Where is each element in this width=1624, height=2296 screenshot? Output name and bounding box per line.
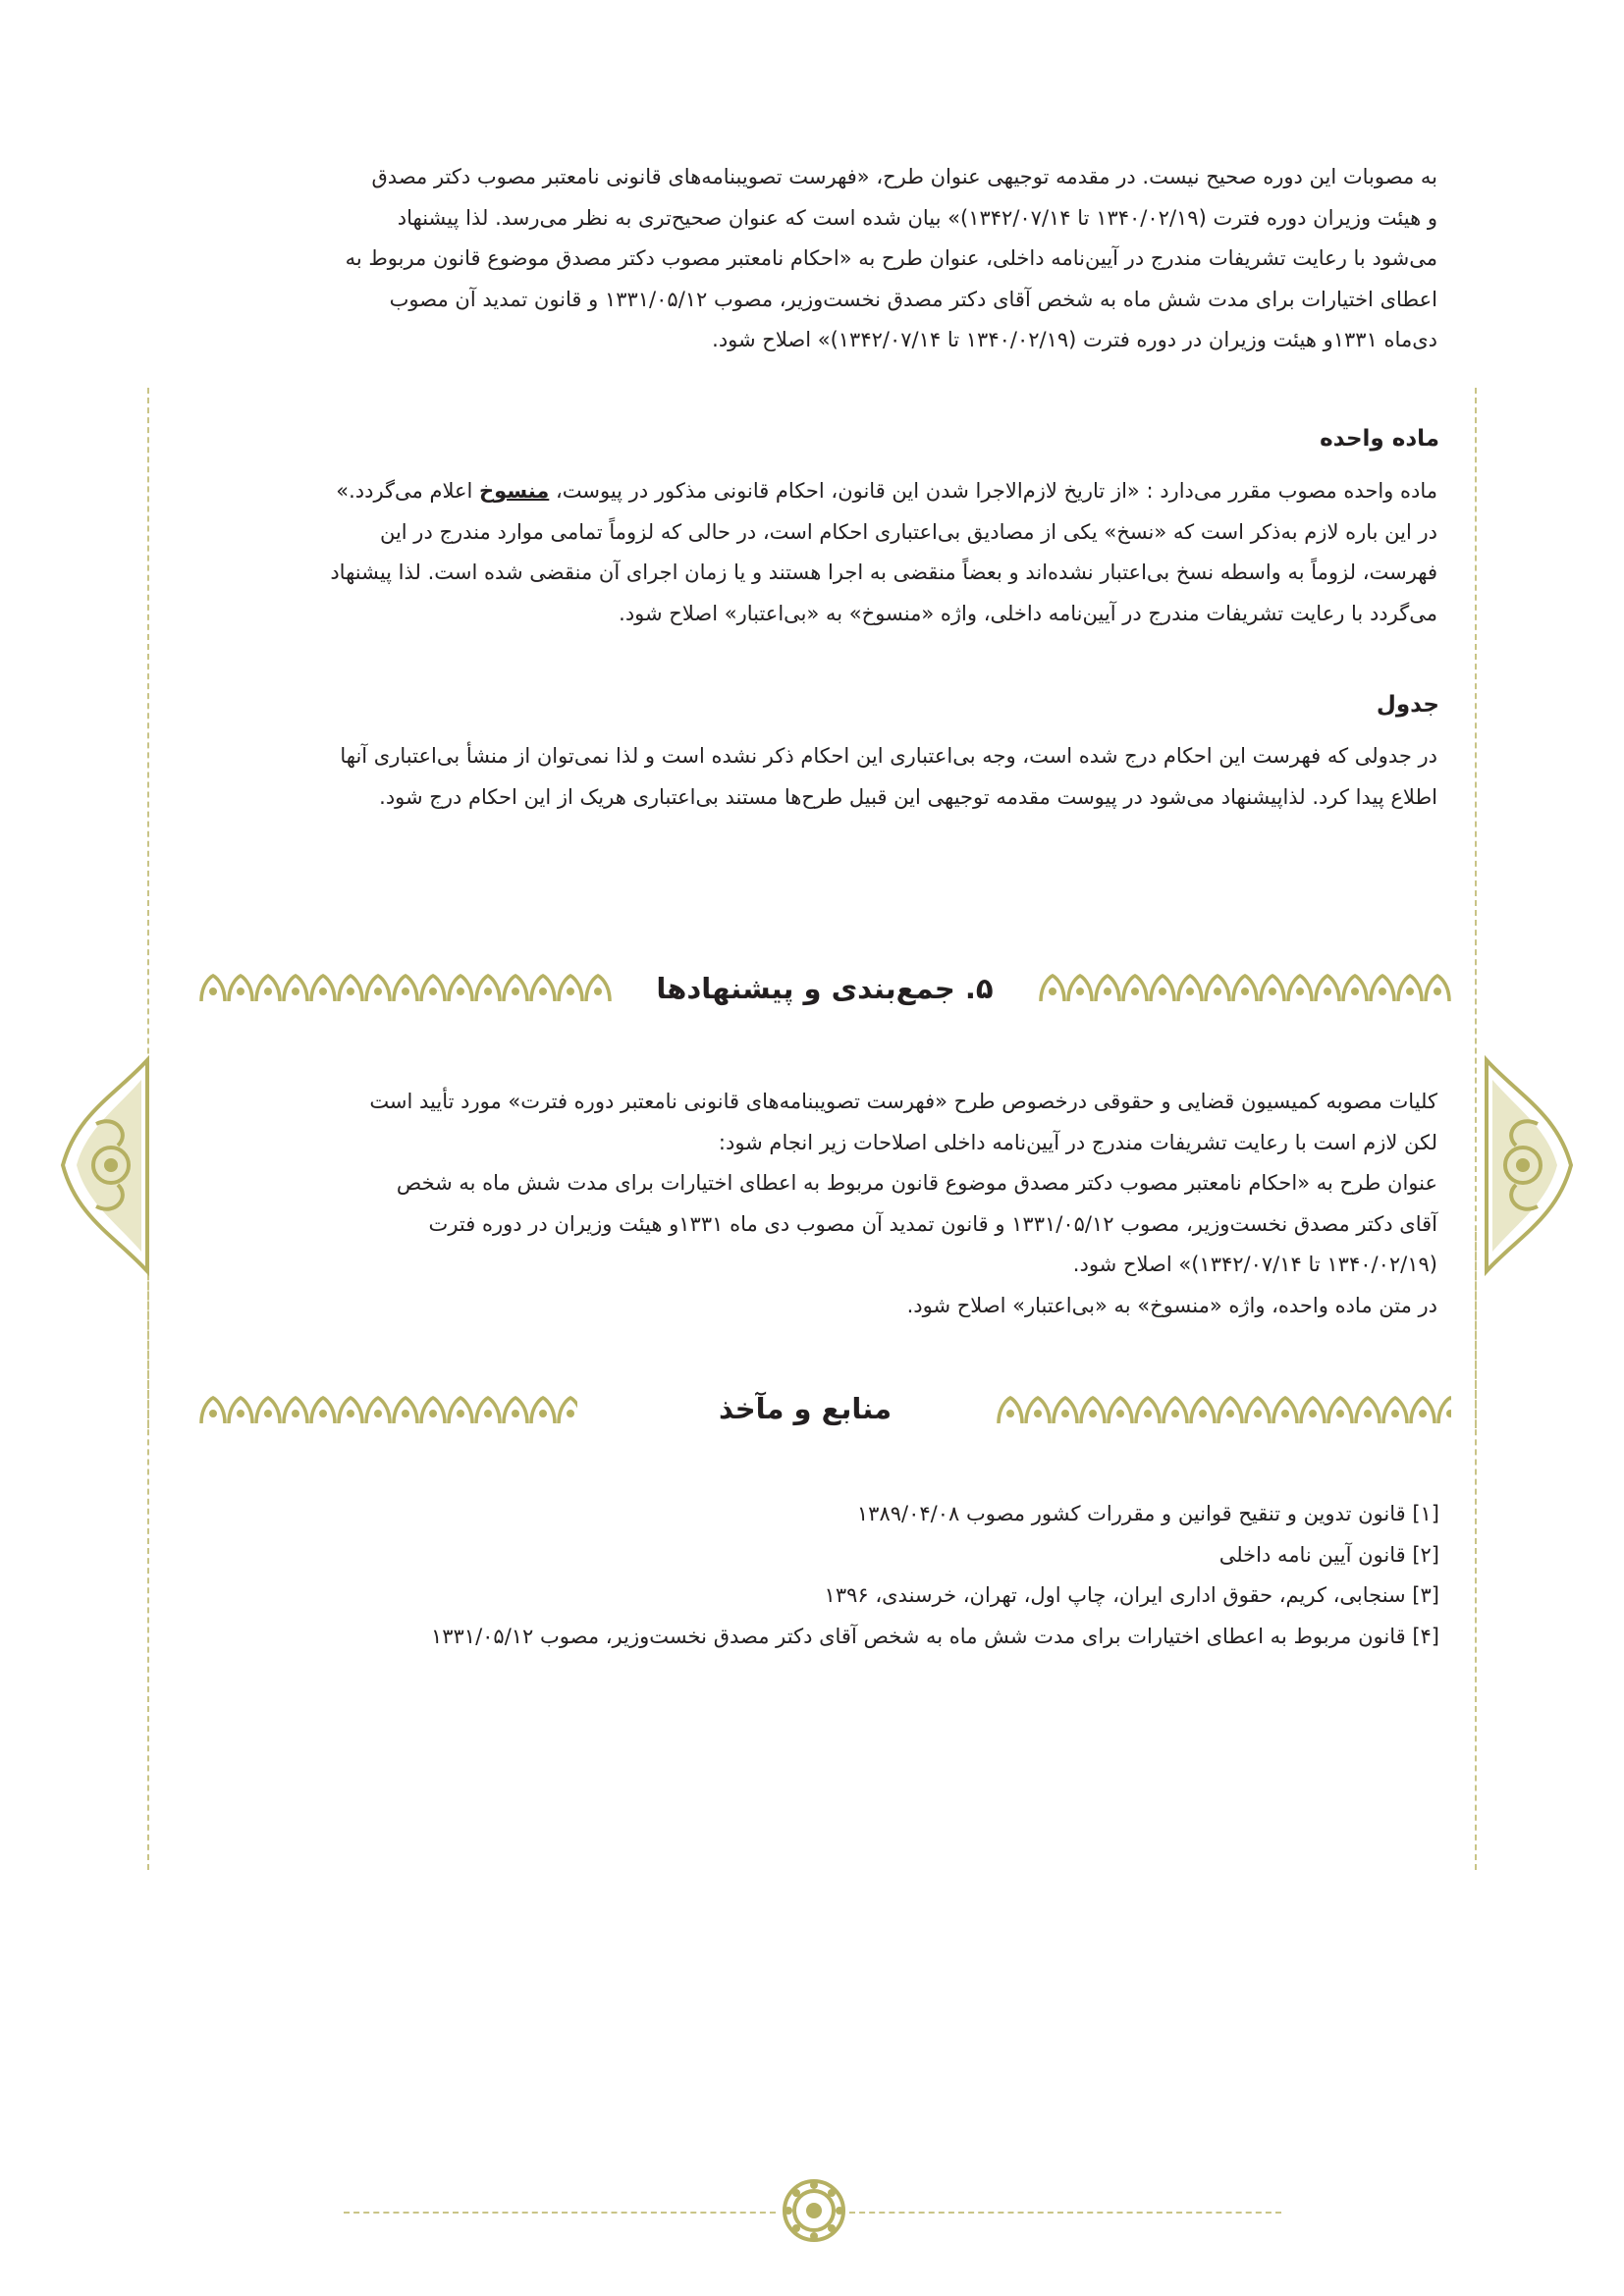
sources-ornament-band-left — [199, 1394, 577, 1427]
sources-ornament-band-right — [997, 1394, 1451, 1427]
table-line-1: در جدولی که فهرست این احکام درج شده است، وجه بی‌اعتباری این احکام ذکر نشده است و لذا نمی‌توان از منشأ بی‌اعتباری آنها — [340, 744, 1437, 768]
section5-line-6: در متن ماده واحده، واژه «منسوخ» به «بی‌اعتبار» اصلاح شود. — [906, 1293, 1437, 1317]
section5-line-3: عنوان طرح به «احکام نامعتبر مصوب دکتر مصدق موضوع قانون مربوط به اعطای اختیارات برای مدت شش ماه به شخص — [396, 1171, 1437, 1195]
intro-line-4: اعطای اختیارات برای مدت شش ماه به شخص آقای دکتر مصدق نخست‌وزیر، مصوب ۱۳۳۱/۰۵/۱۲ و قانون تمدید آن مصوب — [389, 287, 1437, 311]
frame-right-line-lower — [1475, 1232, 1477, 1870]
source-item-1: [۱] قانون تدوین و تنقیح قوانین و مقررات کشور مصوب ۱۳۸۹/۰۴/۰۸ — [856, 1502, 1439, 1525]
article-line-4: می‌گردد با رعایت تشریفات مندرج در آیین‌نامه داخلی، واژه «منسوخ» به «بی‌اعتبار» اصلاح شود. — [619, 601, 1437, 625]
sources-list — [163, 1494, 1439, 1657]
source-item-3: [۳] سنجابی، کریم، حقوق اداری ایران، چاپ اول، تهران، خرسندی، ۱۳۹۶ — [824, 1583, 1439, 1607]
article-line-1-after: اعلام می‌گردد.» — [336, 479, 480, 503]
section5-line-2: لکن لازم است با رعایت تشریفات مندرج در آیین‌نامه داخلی اصلاحات زیر انجام شود: — [718, 1130, 1437, 1154]
table-line-2: اطلاع پیدا کرد. لذاپیشنهاد می‌شود در پیوست مقدمه توجیهی این قبیل طرح‌ها مستند بی‌اعتباری هریک از این احکام درج شود. — [379, 784, 1437, 809]
right-side-ornament — [1479, 1055, 1577, 1276]
article-line-3: فهرست، لزوماً به واسطه نسخ بی‌اعتبار نشده‌اند و بعضاً منقضی به اجرا هستند و یا زمان اجرای آن منقضی شده است. لذا پیشنهاد — [330, 561, 1437, 584]
sources-title: منابع و مآخذ — [718, 1392, 893, 1425]
section5-ornament-band-right — [1039, 972, 1451, 1005]
section5-line-1: کلیات مصوبه کمیسیون قضایی و حقوقی درخصوص طرح «فهرست تصویبنامه‌های قانونی نامعتبر دوره فترت» مورد تأیید است — [369, 1090, 1437, 1113]
left-side-ornament — [57, 1055, 155, 1276]
article-line-2: در این باره لازم به‌ذکر است که «نسخ» یکی از مصادیق بی‌اعتباری احکام است، در حالی که لزوماً تمامی موارد مندرج در این — [379, 519, 1437, 544]
mansukh-emphasis: منسوخ — [479, 479, 550, 503]
source-item-4: [۴] قانون مربوط به اعطای اختیارات برای مدت شش ماه به شخص آقای دکتر مصدق نخست‌وزیر، مصوب ۱۳۳۱/۰۵/۱۲ — [430, 1624, 1439, 1648]
section5-paragraph — [195, 1082, 1437, 1326]
section5-line-4: آقای دکتر مصدق نخست‌وزیر، مصوب ۱۳۳۱/۰۵/۱۲ و قانون تمدید آن مصوب دی ماه ۱۳۳۱و هیئت وزیران در دوره فترت — [428, 1211, 1437, 1236]
intro-line-3: می‌شود با رعایت تشریفات مندرج در آیین‌نامه داخلی، عنوان طرح به «احکام نامعتبر مصوب دکتر مصدق موضوع قانون مربوط به — [345, 246, 1437, 270]
article-line-1 — [195, 471, 1437, 512]
footer-rule-left — [344, 2212, 776, 2214]
article-line-1-before: ماده واحده مصوب مقرر می‌دارد : «از تاریخ لازم‌الاجرا شدن این قانون، احکام قانونی مذکور در پیوست، — [549, 479, 1437, 503]
intro-line-2: و هیئت وزیران دوره فترت (۱۳۴۰/۰۲/۱۹ تا ۱۳۴۲/۰۷/۱۴)» بیان شده است که عنوان صحیح‌تری به نظر می‌رسد. لذا پیشنهاد — [397, 205, 1437, 230]
intro-paragraph — [195, 157, 1437, 361]
article-paragraph — [195, 471, 1437, 634]
section5-title: ۵. جمع‌بندی و پیشنهادها — [656, 972, 994, 1005]
intro-line-5: دی‌ماه ۱۳۳۱و هیئت وزیران در دوره فترت (۱۳۴۰/۰۲/۱۹ تا ۱۳۴۲/۰۷/۱۴)» اصلاح شود. — [712, 328, 1437, 351]
table-paragraph — [195, 736, 1437, 818]
article-heading: ماده واحده — [1320, 426, 1439, 452]
footer-rosette-ornament — [781, 2177, 847, 2244]
section5-ornament-band-left — [199, 972, 612, 1005]
frame-left-line-lower — [147, 1232, 149, 1870]
table-heading: جدول — [1376, 692, 1439, 718]
intro-line-1: به مصوبات این دوره صحیح نیست. در مقدمه توجیهی عنوان طرح، «فهرست تصویبنامه‌های قانونی نامعتبر مصوب دکتر مصدق — [371, 165, 1437, 188]
source-item-2: [۲] قانون آیین نامه داخلی — [1218, 1542, 1439, 1567]
section5-line-5: (۱۳۴۰/۰۲/۱۹ تا ۱۳۴۲/۰۷/۱۴)» اصلاح شود. — [1072, 1253, 1437, 1276]
footer-rule-right — [849, 2212, 1281, 2214]
